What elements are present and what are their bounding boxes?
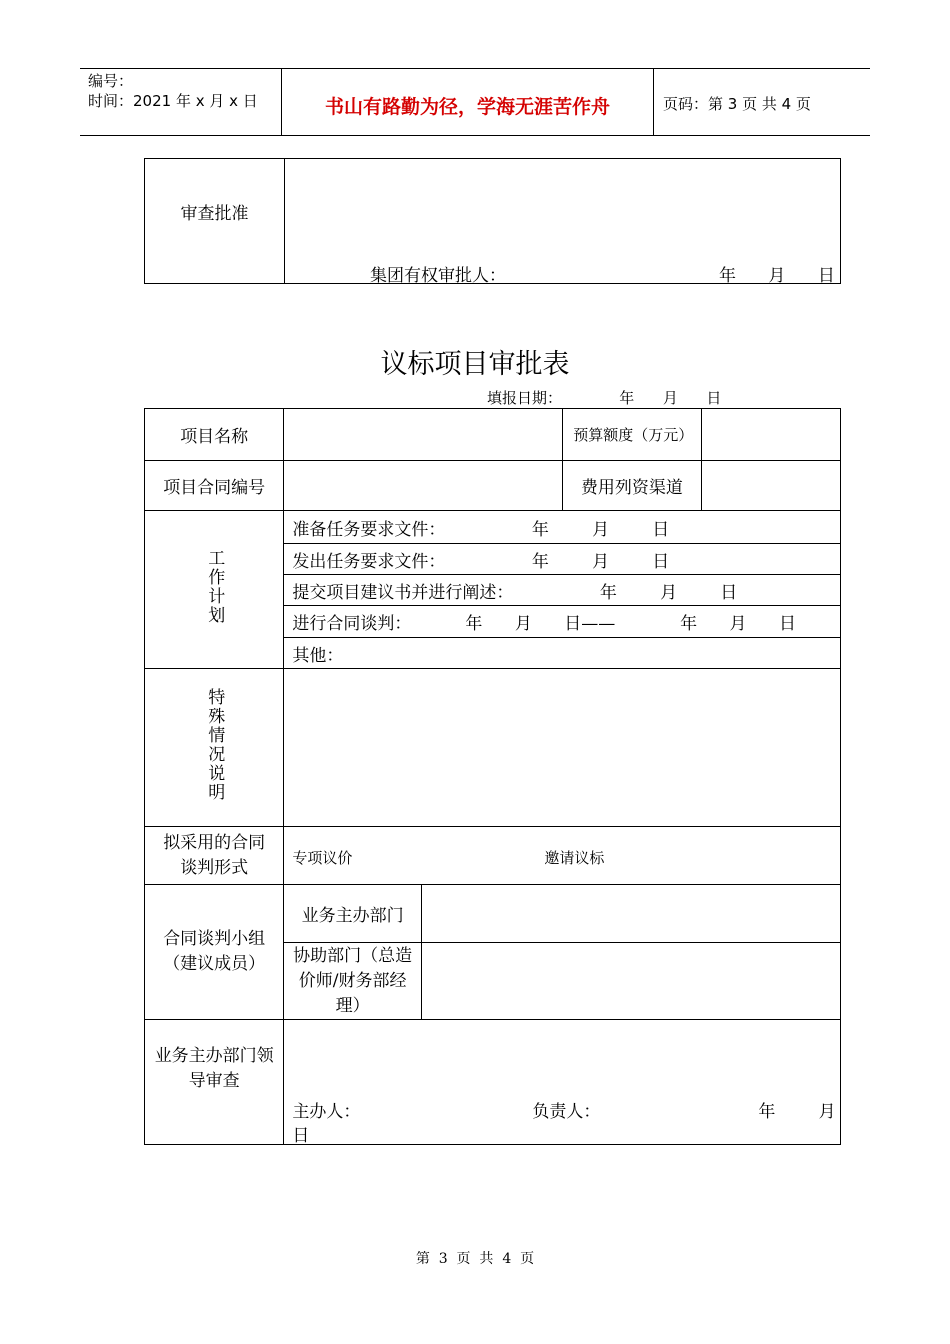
- main-dept-field[interactable]: [421, 885, 840, 943]
- assist-dept-field[interactable]: [421, 943, 840, 1020]
- header-page-info: 页码：第 3 页 共 4 页: [663, 95, 811, 113]
- review-label-cell: [145, 1020, 284, 1145]
- approval-label-cell: [145, 159, 285, 284]
- assist-dept-label: 协助部门（总造价师/财务部经理）: [284, 943, 421, 1020]
- approval-label: 审查批准: [180, 203, 249, 224]
- header-divider-right: [653, 68, 654, 136]
- funding-label: 费用列资渠道: [563, 461, 701, 511]
- footer-page-number: 第 3 页 共 4 页: [415, 1251, 535, 1267]
- plan-row: 提交项目建议书并进行阐述： 年 月 日: [284, 575, 841, 606]
- review-content-cell: [284, 1020, 841, 1145]
- main-dept-label: 业务主办部门: [284, 885, 421, 943]
- plan-row-other: 其他：: [284, 638, 841, 669]
- responsible-label: 负责人：: [532, 1102, 601, 1122]
- header-motto: 书山有路勤为径，学海无涯苦作舟: [324, 96, 610, 118]
- work-plan-label-cell: [145, 511, 284, 669]
- form-title: 议标项目审批表: [380, 349, 570, 380]
- approval-table: [144, 158, 841, 284]
- special-field[interactable]: [284, 669, 841, 827]
- budget-label: 预算额度（万元）: [563, 409, 701, 461]
- approver-label: 集团有权审批人：: [370, 266, 506, 286]
- option-invite-bid[interactable]: 邀请议标: [544, 849, 605, 867]
- fill-date: 填报日期： 年 月 日: [487, 389, 722, 407]
- option-special-pricing[interactable]: 专项议价: [292, 849, 353, 867]
- review-label: 业务主办部门领导审查: [154, 1046, 274, 1091]
- funding-field[interactable]: [701, 461, 840, 511]
- contract-no-field[interactable]: [284, 461, 563, 511]
- approval-date: 年 月 日: [719, 266, 835, 286]
- project-name-field[interactable]: [284, 409, 563, 461]
- team-label: 合同谈判小组（建议成员）: [145, 885, 284, 1020]
- contract-no-label: 项目合同编号: [145, 461, 284, 511]
- plan-row: 进行合同谈判： 年 月 日—— 年 月 日: [284, 606, 841, 638]
- project-name-label: 项目名称: [145, 409, 284, 461]
- header-time: 时间：2021 年 x 月 x 日: [88, 92, 258, 110]
- plan-row: 准备任务要求文件： 年 月 日: [284, 511, 841, 544]
- bid-approval-form: [144, 408, 841, 1145]
- header-bottom-rule: [80, 135, 870, 136]
- approval-content-cell: [285, 159, 841, 284]
- contract-form-options: [284, 827, 841, 885]
- budget-field[interactable]: [701, 409, 840, 461]
- review-date: 年 月: [758, 1102, 836, 1122]
- work-plan-label: 工作计划: [204, 549, 225, 625]
- header-number: 编号：: [88, 72, 134, 90]
- header-top-rule: [80, 68, 870, 69]
- contract-form-label: 拟采用的合同谈判形式: [145, 827, 284, 885]
- review-day: 日: [292, 1126, 310, 1146]
- special-label: 特殊情况说明: [204, 688, 225, 802]
- special-label-cell: [145, 669, 284, 827]
- plan-row: 发出任务要求文件： 年 月 日: [284, 544, 841, 575]
- handler-label: 主办人：: [292, 1102, 361, 1122]
